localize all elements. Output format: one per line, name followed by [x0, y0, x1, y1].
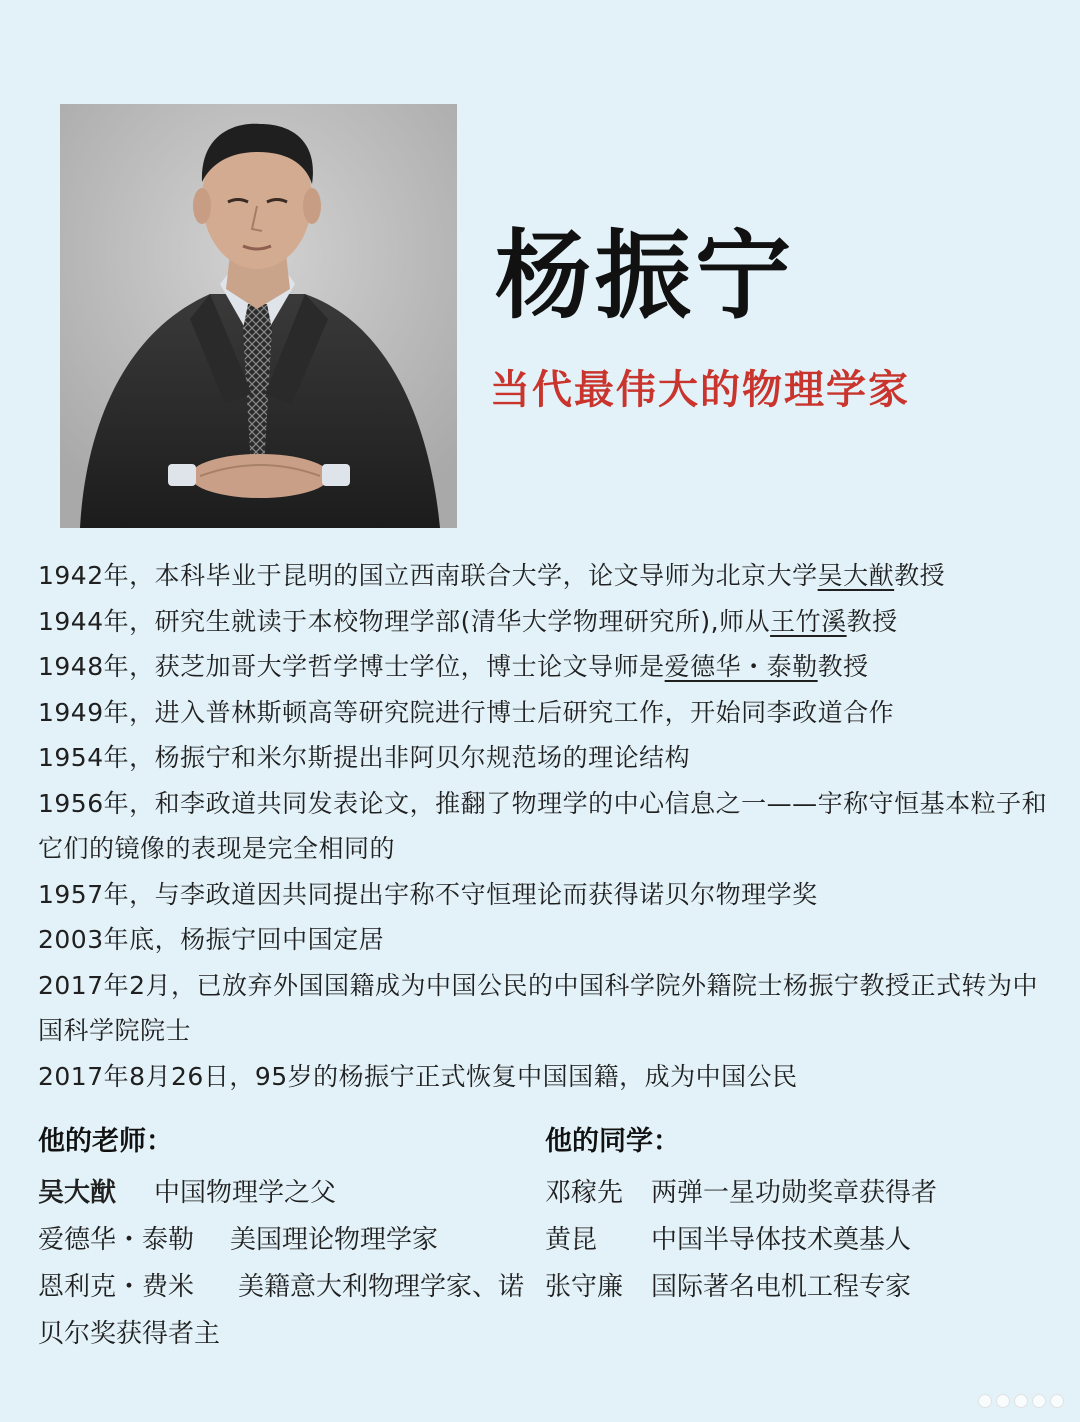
- classmate-item: [545, 1170, 1045, 1217]
- timeline-item: 1954年，杨振宁和米尔斯提出非阿贝尔规范场的理论结构: [38, 743, 691, 772]
- teacher-desc: 中国物理学之父: [154, 1178, 337, 1208]
- dot-icon: [1032, 1394, 1046, 1408]
- portrait-photo: [60, 104, 457, 528]
- classmate-desc: 国际著名电机工程专家: [651, 1272, 912, 1302]
- timeline-item: 1949年，进入普林斯顿高等研究院进行博士后研究工作，开始同李政道合作: [38, 697, 895, 727]
- timeline-item: 2017年8月26日，95岁的杨振宁正式恢复中国国籍，成为中国公民: [38, 1061, 798, 1091]
- watermark-dots-icon: [978, 1394, 1064, 1408]
- teacher-item: [38, 1217, 528, 1264]
- teacher-item: [38, 1170, 528, 1217]
- classmate-name: 邓稼先: [545, 1178, 624, 1208]
- person-subtitle: 当代最伟大的物理学家: [490, 367, 910, 413]
- classmate-name: 张守廉: [545, 1272, 624, 1302]
- teacher-link[interactable]: 爱德华・泰勒: [664, 652, 818, 681]
- timeline-item: 1956年，和李政道共同发表论文，推翻了物理学的中心信息之一——宇称守恒基本粒子和它们的镜像的表现是完全相同的: [38, 788, 1048, 863]
- timeline-text: 1944年，研究生就读于本校物理学部(清华大学物理研究所),师从: [38, 606, 771, 636]
- portrait-illustration: [60, 104, 457, 528]
- teachers-list: [38, 1170, 528, 1358]
- classmates-heading: 他的同学：: [545, 1126, 680, 1157]
- timeline-text: 教授: [846, 606, 898, 636]
- person-name-title: 杨振宁: [495, 220, 795, 332]
- classmate-desc: 两弹一星功勋奖章获得者: [651, 1178, 938, 1208]
- dot-icon: [1014, 1394, 1028, 1408]
- classmate-item: [545, 1264, 1045, 1311]
- timeline-item: [38, 644, 1048, 690]
- timeline-item: 1957年，与李政道因共同提出宇称不守恒理论而获得诺贝尔物理学奖: [38, 879, 818, 909]
- classmate-name: 黄昆: [545, 1225, 598, 1255]
- dot-icon: [978, 1394, 992, 1408]
- timeline-list: [38, 553, 1048, 1099]
- teacher-item: [38, 1264, 528, 1358]
- teacher-desc: 美籍意大利物理学家、诺贝尔奖获得者主: [38, 1272, 525, 1349]
- teacher-desc: 美国理论物理学家: [230, 1225, 439, 1255]
- teacher-name: 吴大猷: [38, 1178, 117, 1208]
- timeline-item: 2003年底，杨振宁回中国定居: [38, 925, 385, 954]
- teacher-link[interactable]: 吴大猷: [817, 561, 895, 590]
- classmate-item: [545, 1217, 1045, 1264]
- dot-icon: [1050, 1394, 1064, 1408]
- classmates-list: [545, 1170, 1045, 1311]
- timeline-item: 2017年2月，已放弃外国国籍成为中国公民的中国科学院外籍院士杨振宁教授正式转为中国科学院院士: [38, 970, 1039, 1045]
- classmate-desc: 中国半导体技术奠基人: [651, 1225, 912, 1255]
- timeline-text: 教授: [894, 561, 946, 590]
- teacher-link[interactable]: 王竹溪: [770, 606, 847, 636]
- timeline-item: [38, 599, 1048, 645]
- timeline-text: 1948年，获芝加哥大学哲学博士学位，博士论文导师是: [38, 652, 665, 681]
- timeline-text: 教授: [817, 652, 869, 681]
- dot-icon: [996, 1394, 1010, 1408]
- timeline-text: 1942年，本科毕业于昆明的国立西南联合大学，论文导师为北京大学: [38, 561, 818, 590]
- teacher-name: 恩利克・费米: [38, 1272, 195, 1302]
- timeline-item: [38, 553, 1048, 599]
- teacher-name: 爱德华・泰勒: [38, 1225, 195, 1255]
- teachers-heading: 他的老师：: [38, 1126, 173, 1157]
